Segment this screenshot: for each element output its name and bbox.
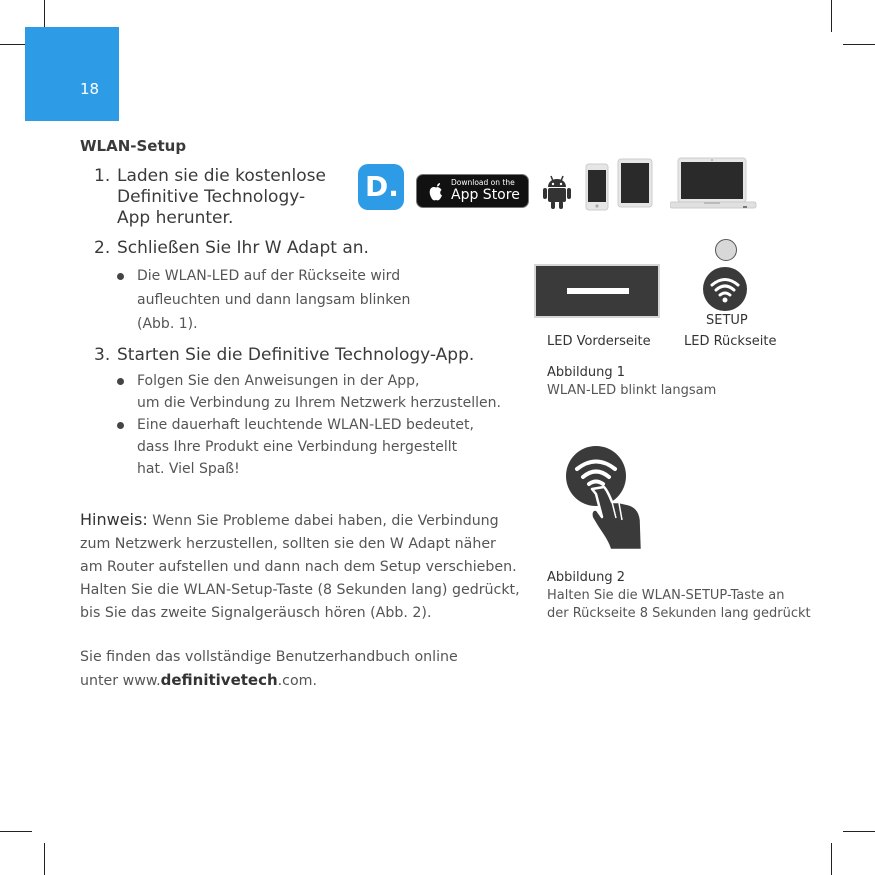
manual-url-brand[interactable]: definitivetech (160, 671, 278, 689)
crop-mark (44, 843, 45, 875)
finger-press-illustration (562, 442, 648, 554)
bullet-text: aufleuchten und dann langsam blinken (137, 292, 411, 308)
bullet-dot (117, 422, 124, 429)
figure2-desc: Halten Sie die WLAN-SETUP-Taste an (547, 588, 785, 603)
manual-paragraph (80, 646, 458, 693)
figure1-caption (547, 364, 716, 400)
figure1-desc: WLAN-LED blinkt langsam (547, 383, 717, 398)
step-number: 1. (94, 166, 111, 186)
step-text: App herunter. (117, 208, 234, 228)
crop-mark (843, 831, 875, 832)
step-text: Definitive Technology- (117, 187, 306, 207)
app-logo-letter: D. (365, 170, 399, 203)
section-heading: WLAN-Setup (80, 137, 187, 155)
note-line: Halten Sie die WLAN-Setup-Taste (8 Sekunden lang) gedrückt, (80, 582, 520, 598)
tablet-icon (617, 158, 653, 208)
step-2 (94, 238, 454, 259)
manual-line: Sie finden das vollständige Benutzerhandbuch online (80, 649, 458, 665)
status-led (715, 239, 737, 261)
note-line (80, 508, 520, 533)
apple-icon (425, 179, 447, 203)
bullet-item (117, 371, 517, 413)
bullet-item (117, 266, 437, 332)
app-store-small-text: Download on the (451, 178, 515, 187)
step-text: Laden sie die kostenlose (117, 166, 326, 186)
app-store-big-text: App Store (451, 187, 520, 203)
crop-mark (831, 0, 832, 32)
step-3 (94, 345, 514, 366)
figure2-caption (547, 569, 811, 623)
figure2-title: Abbildung 2 (547, 570, 626, 585)
led-front-label: LED Vorderseite (547, 334, 651, 349)
manual-url-prefix: unter www. (80, 673, 161, 689)
step-number: 3. (94, 345, 111, 365)
bullet-dot (117, 378, 124, 385)
manual-url-suffix: .com. (277, 673, 317, 689)
figure1-title: Abbildung 1 (547, 365, 626, 380)
crop-mark (0, 831, 32, 832)
app-logo[interactable] (358, 164, 404, 210)
bullet-text: (Abb. 1). (137, 316, 198, 332)
crop-mark (843, 44, 875, 45)
led-bar (567, 288, 629, 294)
bullet-dot (117, 273, 124, 280)
step-1 (94, 166, 334, 229)
phone-icon (585, 163, 609, 211)
page-number-tab (25, 27, 119, 121)
app-store-badge[interactable] (416, 174, 529, 208)
note-line: am Router aufstellen und dann nach dem Setup verschieben. (80, 559, 517, 575)
page-number: 18 (80, 80, 100, 98)
bullet-text: Folgen Sie den Anweisungen in der App, (137, 373, 420, 389)
bullet-text: um die Verbindung zu Ihrem Netzwerk herzustellen. (137, 395, 501, 411)
led-back-label: LED Rückseite (684, 334, 777, 349)
bullet-text: Eine dauerhaft leuchtende WLAN-LED bedeutet, (137, 417, 474, 433)
setup-label: SETUP (706, 313, 748, 328)
bullet-item (117, 415, 517, 481)
note-line: bis Sie das zweite Signalgeräusch hören (Abb. 2). (80, 605, 432, 621)
manual-line (80, 669, 458, 693)
note-paragraph (80, 508, 520, 625)
bullet-text: hat. Viel Spaß! (137, 461, 240, 477)
android-icon[interactable] (542, 174, 572, 210)
led-front-device (534, 264, 660, 318)
step-text: Starten Sie die Definitive Technology-App. (117, 345, 475, 365)
laptop-icon (670, 156, 760, 210)
wifi-setup-button[interactable] (702, 266, 748, 312)
note-line: zum Netzwerk herzustellen, sollten sie den W Adapt näher (80, 536, 496, 552)
step-number: 2. (94, 238, 111, 258)
note-text: Wenn Sie Probleme dabei haben, die Verbindung (152, 513, 499, 529)
figure2-desc: der Rückseite 8 Sekunden lang gedrückt (547, 606, 811, 621)
crop-mark (831, 843, 832, 875)
bullet-text: Die WLAN-LED auf der Rückseite wird (137, 268, 401, 284)
note-label: Hinweis: (80, 510, 148, 529)
bullet-text: dass Ihre Produkt eine Verbindung hergestellt (137, 439, 458, 455)
step-text: Schließen Sie Ihr W Adapt an. (117, 238, 369, 258)
